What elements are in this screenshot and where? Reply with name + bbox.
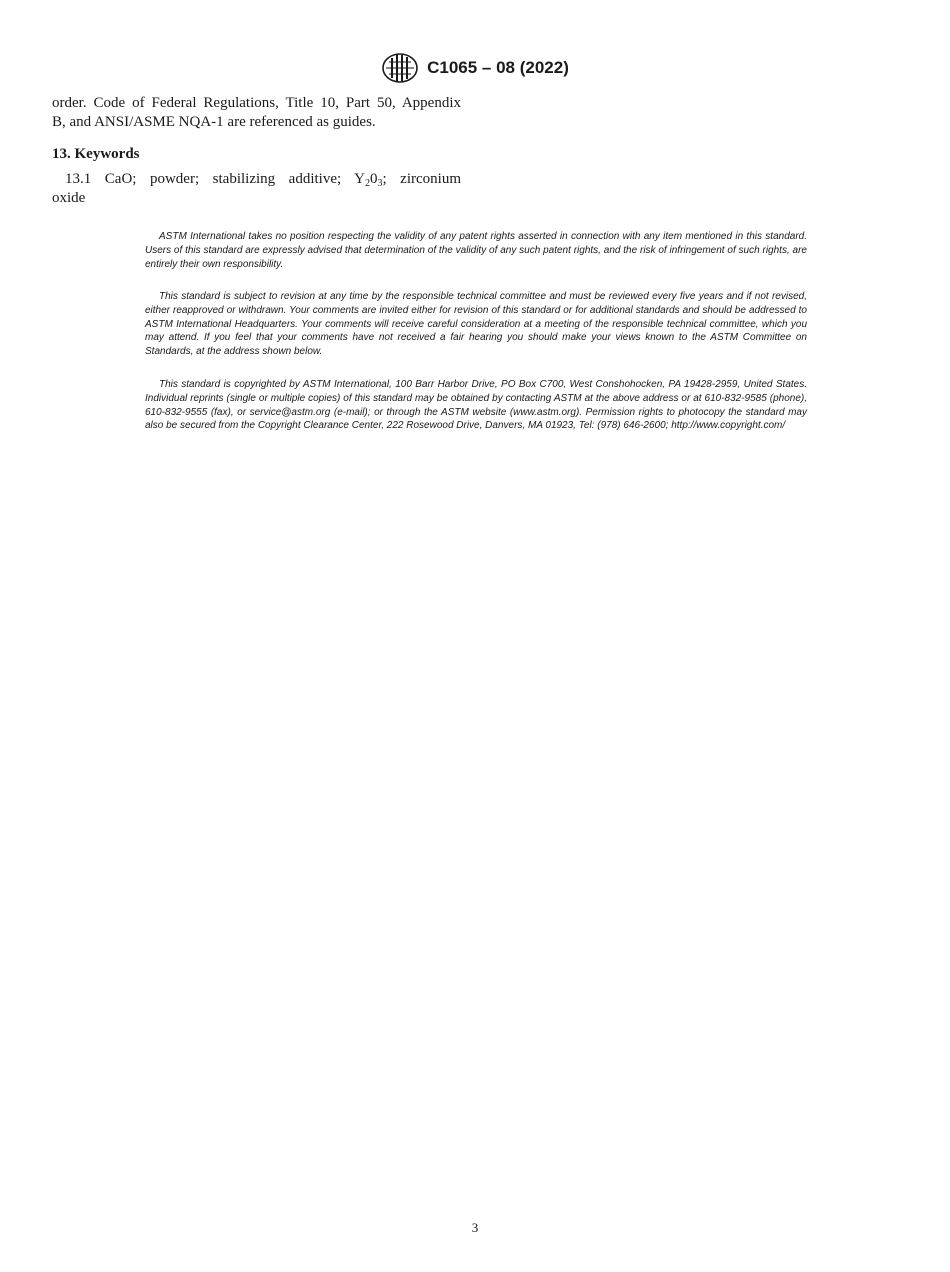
- keywords-subscript-2: 3: [377, 178, 383, 189]
- keywords-paragraph: [52, 170, 461, 208]
- continued-line-1: order. Code of Federal Regulations, Title 10, Part 50, Appendix: [52, 95, 461, 111]
- keywords-number: 13.1: [65, 171, 92, 187]
- standard-designation: C1065 – 08 (2022): [427, 58, 569, 77]
- page-number: 3: [471, 1220, 479, 1235]
- revision-notice: This standard is subject to revision at any time by the responsible technical committee and must be reviewed every five years and if not revised, either reapproved or withdrawn. Your comments are invited either for revision of this standard or for additional standards and should be addressed to ASTM International Headquarters. Your comments will receive careful consideration at a meeting of the responsible technical committee, which you may attend. If you feel that your comments have not received a fair hearing you should make your views known to the ASTM Committee on Standards, at the address shown below.: [145, 291, 807, 358]
- keywords-text-b: 0: [369, 171, 378, 187]
- page-header: [0, 52, 950, 84]
- astm-logo-icon: [381, 52, 419, 84]
- copyright-notice: This standard is copyrighted by ASTM International, 100 Barr Harbor Drive, PO Box C700, West Conshohocken, PA 19428-2959, United States. Individual reprints (single or multiple copies) of this standard may be obtained by contacting ASTM at the above address or at 610-832-9585 (phone), 610-832-9555 (fax), or service@astm.org (e-mail); or through the ASTM website (www.astm.org). Permission rights to photocopy the standard may also be secured from the Copyright Clearance Center, 222 Rosewood Drive, Danvers, MA 01923, Tel: (978) 646-2600; http://www.copyright.com/: [145, 379, 807, 432]
- continued-line-2: B, and ANSI/ASME NQA-1 are referenced as guides.: [52, 114, 376, 130]
- section-heading: 13. Keywords: [52, 146, 140, 162]
- keywords-text-a: CaO; powder; stabilizing additive; Y: [104, 171, 365, 187]
- patent-notice: ASTM International takes no position respecting the validity of any patent rights asserted in connection with any item mentioned in this standard. Users of this standard are expressly advised that determination of the validity of any such patent rights, and the risk of infringement of such rights, are entirely their own responsibility.: [145, 231, 807, 270]
- keywords-text-c: ; zirconium: [382, 171, 461, 187]
- continued-paragraph: [52, 94, 461, 132]
- keywords-subscript-1: 2: [364, 178, 370, 189]
- keywords-line-2: oxide: [52, 190, 86, 206]
- keywords-line-1: [52, 170, 461, 189]
